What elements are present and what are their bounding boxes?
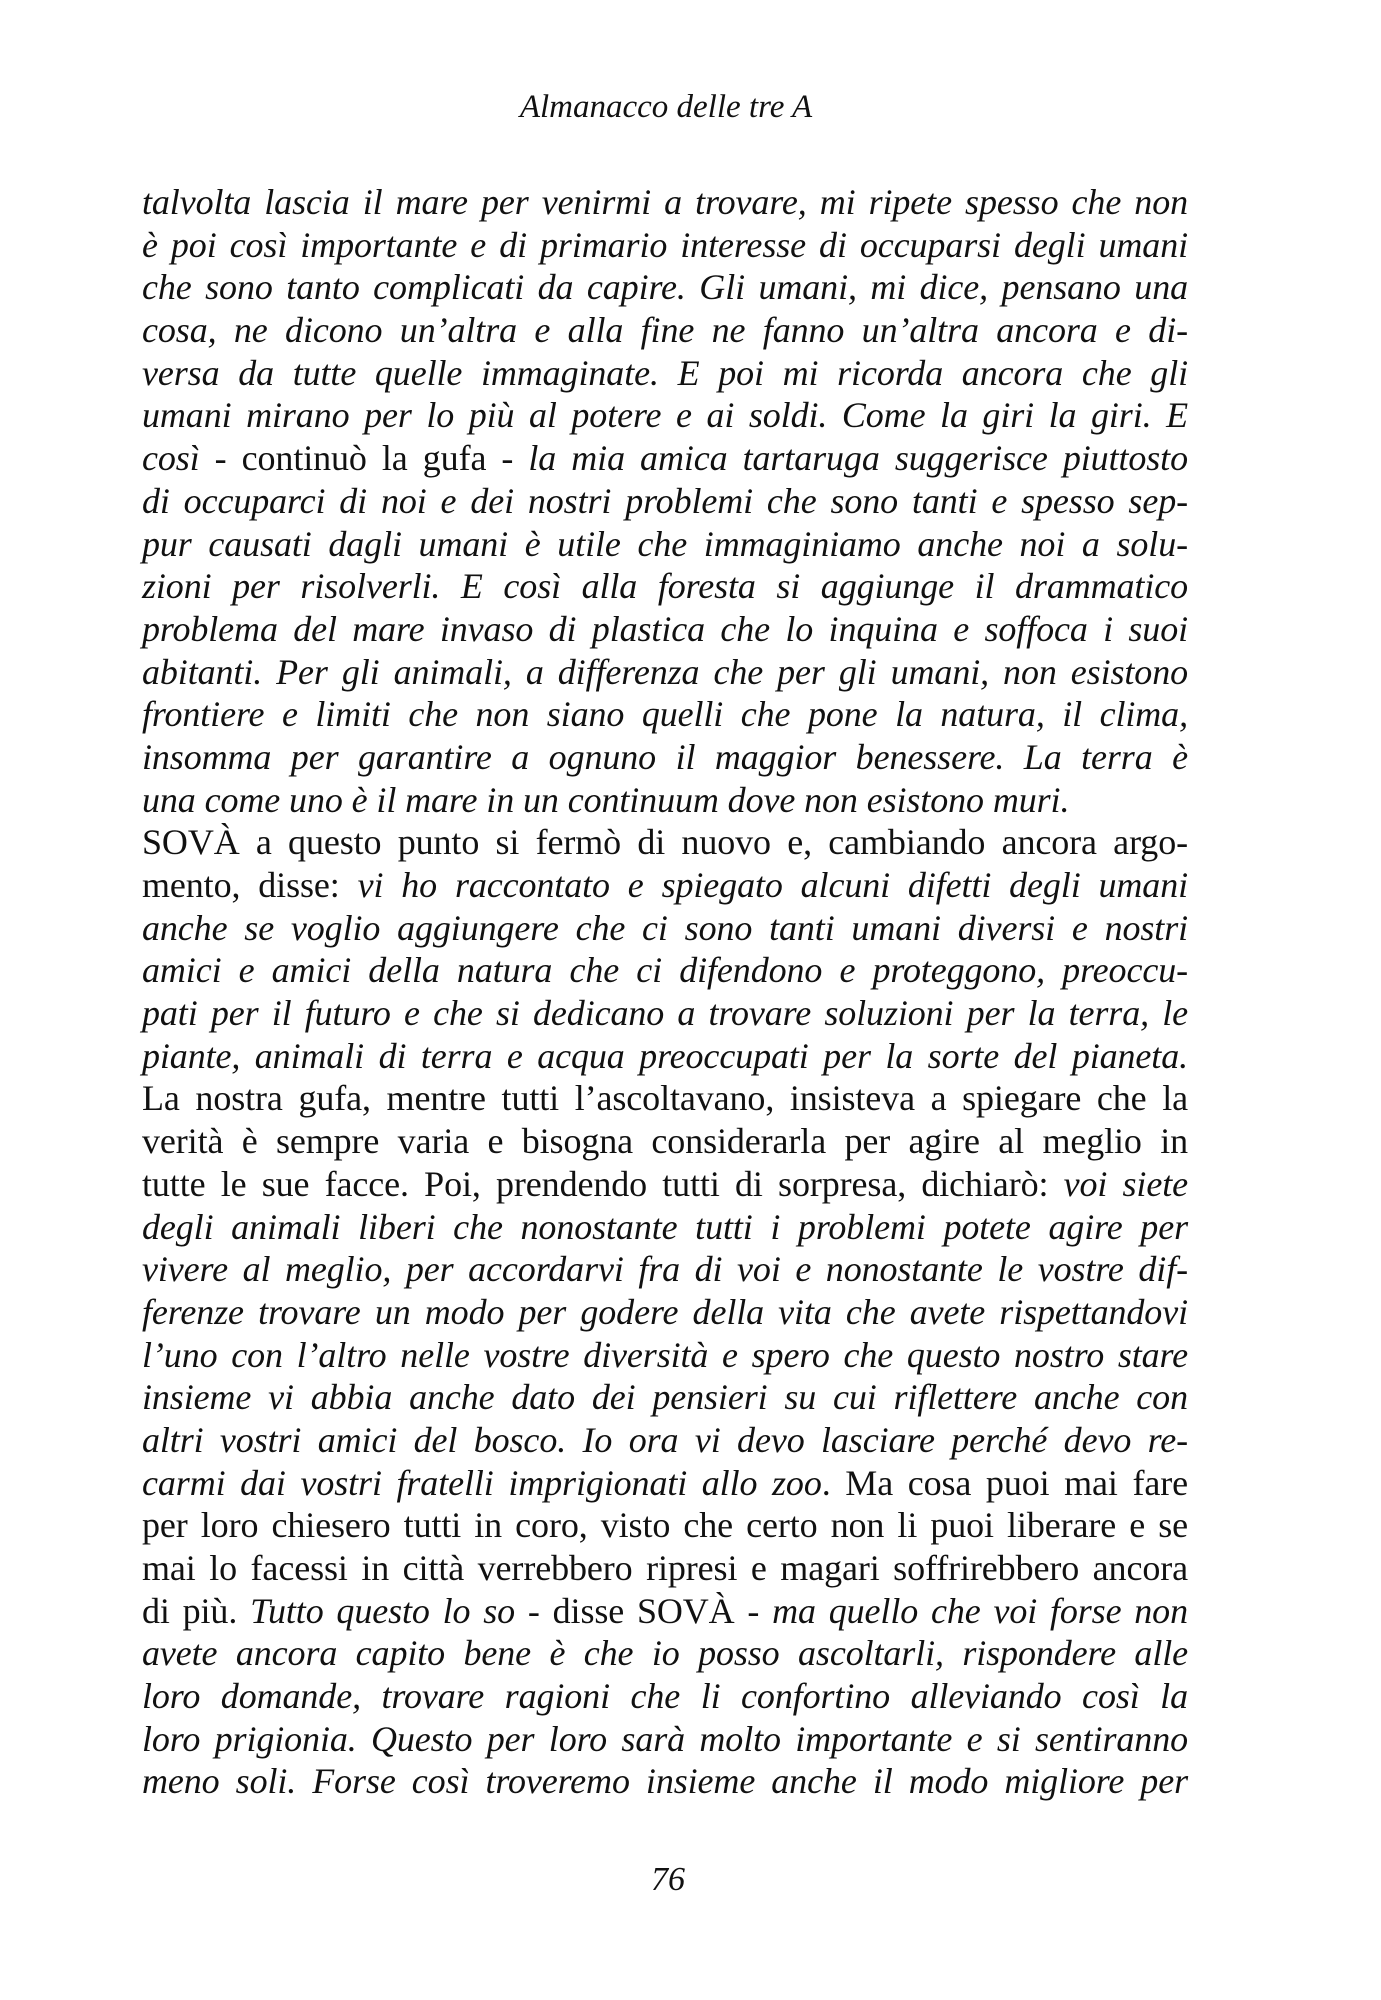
text-run: . Ma cosa puoi mai fare [821, 1462, 1189, 1503]
text-run: anche se voglio aggiungere che ci sono tanti umani diversi e nostri [142, 907, 1188, 948]
text-run: la mia amica tartaruga suggerisce piuttosto [528, 438, 1188, 479]
text-line [142, 1334, 1188, 1377]
text-line [142, 565, 1188, 608]
text-line [142, 352, 1188, 395]
text-run: degli animali liberi che nonostante tutti i problemi potete agire per [142, 1206, 1188, 1247]
text-run: così [142, 438, 200, 479]
text-line [142, 736, 1188, 779]
text-line [142, 821, 1188, 864]
text-run: vivere al meglio, per accordarvi fra di voi e nonostante le vostre dif- [142, 1249, 1188, 1290]
text-line [142, 1291, 1188, 1334]
text-line [142, 992, 1188, 1035]
text-run: talvolta lascia il mare per venirmi a trovare, mi ripete spesso che non [142, 182, 1188, 222]
text-run: avete ancora capito bene è che io posso ascoltarli, rispondere alle [142, 1633, 1188, 1674]
text-line [142, 224, 1188, 267]
text-line [142, 1504, 1188, 1547]
text-line [142, 907, 1188, 950]
text-run: mento, disse: [142, 865, 358, 905]
text-line [142, 1718, 1188, 1761]
text-run: di occuparci di noi e dei nostri problemi che sono tanti e spesso sep- [142, 480, 1188, 521]
text-run: voi siete [1063, 1163, 1188, 1204]
text-run: problema del mare invaso di plastica che lo inquina e soffoca i suoi [142, 608, 1188, 649]
text-line [142, 266, 1188, 309]
text-line [142, 693, 1188, 736]
text-run: carmi dai vostri fratelli imprigionati allo zoo [142, 1462, 822, 1503]
text-run: meno soli. Forse così troveremo insieme anche il modo migliore per [142, 1761, 1188, 1802]
text-line [142, 1547, 1188, 1590]
text-line [142, 394, 1188, 437]
text-run: SOVÀ a questo punto si fermò di nuovo e, cambiando ancora argo- [142, 822, 1188, 863]
text-line [142, 523, 1188, 566]
text-run: frontiere e limiti che non siano quelli che pone la natura, il clima, [142, 694, 1188, 735]
text-run: è poi così importante e di primario interesse di occuparsi degli umani [142, 224, 1188, 265]
text-run: - disse SOVÀ - [515, 1590, 773, 1631]
text-run: amici e amici della natura che ci difendono e proteggono, preoccu- [142, 950, 1188, 991]
text-line [142, 1376, 1188, 1419]
text-line [142, 437, 1188, 480]
text-line [142, 1163, 1188, 1206]
text-run: La nostra gufa, mentre tutti l’ascoltavano, insisteva a spiegare che la [142, 1078, 1188, 1119]
text-run: mai lo facessi in città verrebbero ripresi e magari soffrirebbero ancora [142, 1548, 1188, 1588]
text-run: l’uno con l’altro nelle vostre diversità e spero che questo nostro stare [142, 1334, 1188, 1375]
text-run: loro domande, trovare ragioni che li confortino alleviando così la [142, 1676, 1188, 1717]
text-run: cosa, ne dicono un’altra e alla fine ne fanno un’altra ancora e di- [142, 310, 1188, 351]
text-run: piante, animali di terra e acqua preoccupati per la sorte del pianeta. [142, 1035, 1188, 1076]
text-line [142, 1760, 1188, 1803]
text-run: una come uno è il mare in un continuum dove non esistono muri. [142, 779, 1070, 820]
text-run: abitanti. Per gli animali, a differenza che per gli umani, non esistono [142, 651, 1188, 692]
text-run: pur causati dagli umani è utile che immaginiamo anche noi a solu- [142, 523, 1188, 564]
text-line [142, 1462, 1188, 1505]
text-line [142, 1248, 1188, 1291]
text-line [142, 779, 1188, 822]
text-line [142, 480, 1188, 523]
text-line [142, 864, 1188, 907]
text-line [142, 1675, 1188, 1718]
text-line [142, 1632, 1188, 1675]
text-line [142, 1120, 1188, 1163]
text-line [142, 309, 1188, 352]
text-run: di più. [142, 1590, 251, 1631]
text-line [142, 1419, 1188, 1462]
text-line [142, 949, 1188, 992]
text-run: che sono tanto complicati da capire. Gli umani, mi dice, pensano una [142, 267, 1188, 308]
text-run: zioni per risolverli. E così alla foresta si aggiunge il drammatico [142, 566, 1188, 607]
text-run: verità è sempre varia e bisogna considerarla per agire al meglio in [142, 1121, 1188, 1162]
text-line [142, 1035, 1188, 1078]
text-body [142, 181, 1188, 1803]
text-run: per loro chiesero tutti in coro, visto che certo non li puoi liberare e se [142, 1505, 1188, 1546]
text-run: umani mirano per lo più al potere e ai soldi. Come la giri la giri. E [142, 395, 1188, 436]
text-run: - continuò la gufa - [199, 438, 529, 479]
text-line [142, 1206, 1188, 1249]
text-run: ma quello che voi forse non [772, 1590, 1188, 1631]
text-line [142, 181, 1188, 224]
text-run: vi ho raccontato e spiegato alcuni difetti degli umani [357, 865, 1188, 905]
text-run: ferenze trovare un modo per godere della vita che avete rispettandovi [142, 1291, 1188, 1332]
text-run: altri vostri amici del bosco. Io ora vi devo lasciare perché devo re- [142, 1419, 1188, 1460]
text-run: loro prigionia. Questo per loro sarà molto importante e si sentiranno [142, 1718, 1188, 1759]
text-run: tutte le sue facce. Poi, prendendo tutti di sorpresa, dichiarò: [142, 1163, 1064, 1204]
running-header: Almanacco delle tre A [519, 89, 813, 125]
text-run: Tutto questo lo so [250, 1590, 516, 1631]
text-run: insomma per garantire a ognuno il maggior benessere. La terra è [142, 736, 1188, 777]
text-line [142, 651, 1188, 694]
text-line [142, 1077, 1188, 1120]
page-number: 76 [651, 1861, 685, 1898]
text-run: insieme vi abbia anche dato dei pensieri su cui riflettere anche con [142, 1377, 1188, 1418]
text-line [142, 608, 1188, 651]
text-run: versa da tutte quelle immaginate. E poi mi ricorda ancora che gli [142, 352, 1188, 393]
text-line [142, 1590, 1188, 1633]
text-run: pati per il futuro e che si dedicano a trovare soluzioni per la terra, le [142, 993, 1188, 1034]
